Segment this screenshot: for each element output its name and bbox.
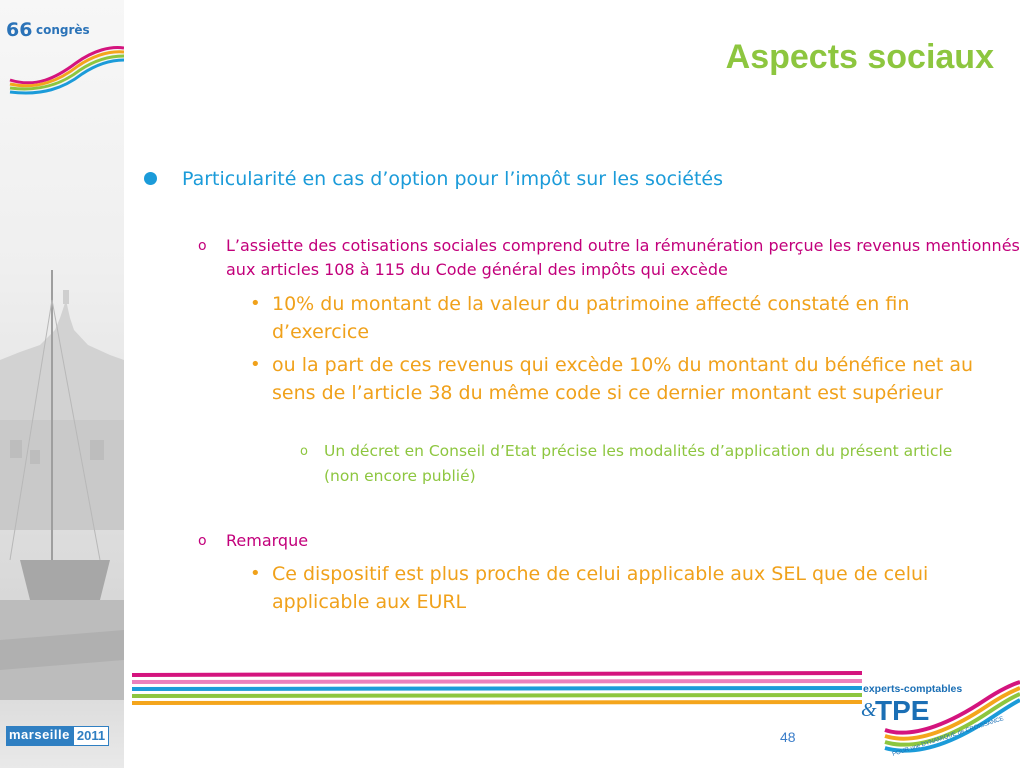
experts-comptables-tpe-logo bbox=[855, 660, 1020, 760]
slide-title: Aspects sociaux bbox=[725, 38, 994, 76]
decorative-stripes bbox=[132, 668, 862, 710]
harbour-illustration bbox=[0, 0, 124, 768]
city-year-badge bbox=[6, 726, 109, 746]
point-dispositif-text: Ce dispositif est plus proche de celui applicable aux SEL que de celui applicable aux EURL bbox=[272, 563, 929, 613]
bullet-dot-icon: • bbox=[250, 354, 261, 375]
logo-tagline-text: POUR une DYNAMIQUE de CROISSANCE bbox=[891, 716, 1005, 758]
svg-text:congrès: congrès bbox=[36, 23, 90, 37]
hollow-circle-bullet-icon: o bbox=[198, 238, 207, 254]
logo-tpe-text: TPE bbox=[875, 695, 930, 726]
congress-logo bbox=[6, 18, 124, 98]
page-number: 48 bbox=[780, 729, 796, 745]
point-patrimoine-text: 10% du montant de la valeur du patrimoine affecté constaté en fin d’exercice bbox=[272, 293, 910, 343]
sidebar-background bbox=[0, 0, 124, 768]
city-label: marseille bbox=[6, 726, 73, 746]
point-revenus-text: ou la part de ces revenus qui excède 10% du montant du bénéfice net au sens de l’article 38 du même code si ce dernier montant est supérieur bbox=[272, 354, 974, 404]
sub-bullet-remarque-text: Remarque bbox=[226, 531, 309, 550]
sub-bullet-assiette-text: L’assiette des cotisations sociales comprend outre la rémunération perçue les revenus mentionnés aux articles 108 à 115 du Code général des impôts qui excède bbox=[226, 236, 1020, 279]
svg-text:66: 66 bbox=[6, 19, 33, 41]
year-label: 2011 bbox=[73, 726, 109, 746]
bullet-dot-icon: • bbox=[250, 563, 261, 584]
bullet-dot-icon: • bbox=[250, 293, 261, 314]
bullet-level1-text: Particularité en cas d’option pour l’impôt sur les sociétés bbox=[182, 168, 724, 190]
logo-amp-text: & bbox=[861, 699, 877, 721]
note-decret-text: Un décret en Conseil d’Etat précise les modalités d’application du présent article (non encore publié) bbox=[324, 442, 953, 485]
hollow-circle-bullet-icon: o bbox=[198, 533, 207, 549]
filled-circle-bullet-icon bbox=[144, 172, 157, 185]
hollow-circle-bullet-icon: o bbox=[300, 444, 308, 459]
logo-brand-text: experts-comptables bbox=[863, 683, 963, 695]
